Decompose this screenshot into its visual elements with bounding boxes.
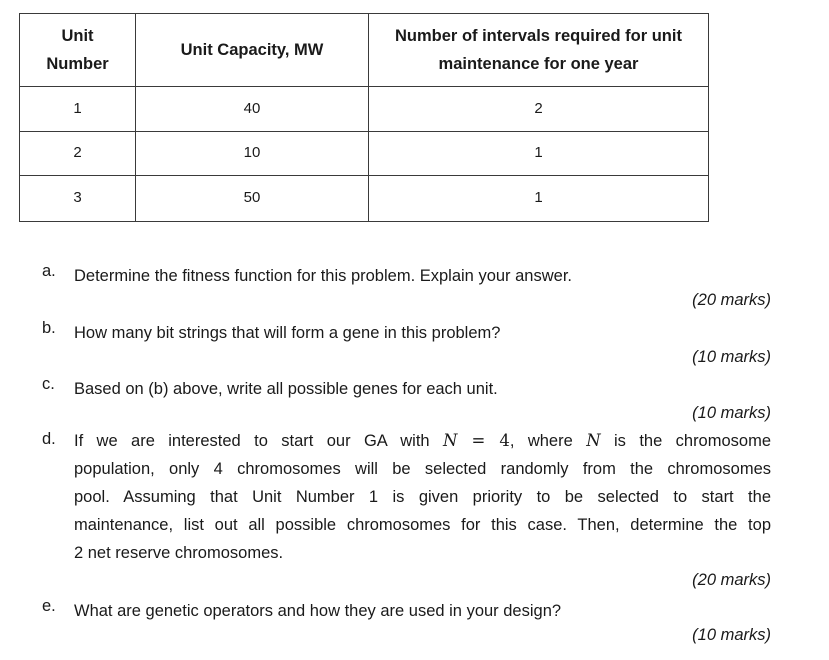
question-d-marks: (20 marks) [692, 571, 771, 589]
cell-unit-capacity: 50 [136, 176, 369, 222]
question-d-line1 [74, 427, 771, 455]
question-d-line1-post: is the chromosome [614, 432, 772, 450]
question-d-line3: pool. Assuming that Unit Number 1 is given priority to be selected to start the [74, 488, 771, 506]
cell-unit-capacity: 10 [136, 132, 369, 176]
cell-intervals: 1 [369, 176, 709, 222]
header-unit-number-line2: Number [46, 55, 109, 73]
question-a-letter: a. [42, 262, 56, 280]
question-d-line5: 2 net reserve chromosomes. [74, 544, 284, 562]
cell-unit-number: 1 [20, 87, 136, 132]
cell-unit-capacity: 40 [136, 87, 369, 132]
cell-intervals: 2 [369, 87, 709, 132]
cell-unit-number: 3 [20, 176, 136, 222]
math-var-n: N [443, 431, 458, 450]
math-num-4: 4 [499, 431, 510, 450]
header-intervals-line1: Number of intervals required for unit [395, 27, 682, 45]
question-d-line1-mid: , where [509, 432, 573, 450]
question-a-text: Determine the fitness function for this problem. Explain your answer. [74, 267, 572, 285]
header-unit-number-line1: Unit [61, 27, 94, 45]
cell-unit-number: 2 [20, 132, 136, 176]
header-unit-capacity-label: Unit Capacity, MW [180, 41, 324, 59]
question-d-line4: maintenance, list out all possible chromosomes for this case. Then, determine the top [74, 516, 771, 534]
question-d-line1-pre: If we are interested to start our GA with [74, 432, 430, 450]
question-c-letter: c. [42, 375, 55, 393]
question-c-marks: (10 marks) [692, 404, 771, 422]
question-d-text [74, 427, 771, 567]
question-b-text: How many bit strings that will form a gene in this problem? [74, 324, 501, 342]
cell-intervals: 1 [369, 132, 709, 176]
question-d-letter: d. [42, 430, 56, 448]
header-intervals-line2: maintenance for one year [438, 55, 639, 73]
question-b-letter: b. [42, 319, 56, 337]
question-e-letter: e. [42, 597, 56, 615]
math-n-equals-4 [443, 431, 510, 450]
question-a-marks: (20 marks) [692, 291, 771, 309]
question-d-line2: population, only 4 chromosomes will be selected randomly from the chromosomes [74, 460, 771, 478]
math-equals: = [457, 431, 500, 450]
question-e-text: What are genetic operators and how they are used in your design? [74, 602, 562, 620]
question-b-marks: (10 marks) [692, 348, 771, 366]
question-e-marks: (10 marks) [692, 626, 771, 644]
math-var-n-second: N [586, 431, 601, 450]
question-c-text: Based on (b) above, write all possible genes for each unit. [74, 380, 498, 398]
